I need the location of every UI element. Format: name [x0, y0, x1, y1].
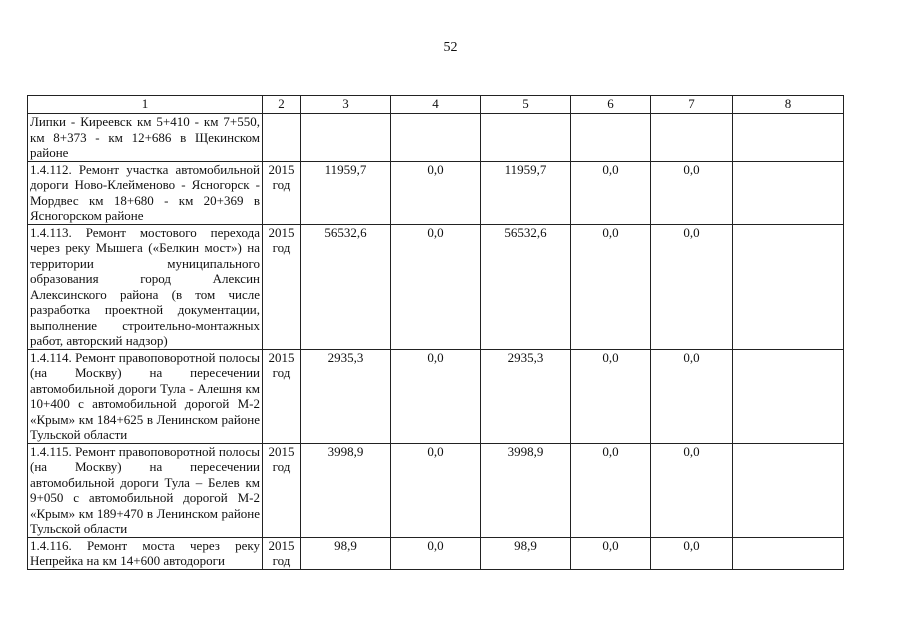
row-description: 1.4.115. Ремонт правоповоротной полосы (на Москву) на пересечении автомобильной дороги Тула – Белев км 9+050 с автомобильной дорогой М-2 «Крым» км 189+470 в Ленинском районе Тульской области	[28, 443, 263, 537]
table-row	[28, 224, 844, 349]
row-col4: 0,0	[391, 349, 481, 443]
col-header: 4	[391, 96, 481, 114]
program-table	[27, 95, 844, 570]
row-total: 11959,7	[301, 161, 391, 224]
row-col6: 0,0	[571, 161, 651, 224]
col-header: 3	[301, 96, 391, 114]
row-total: 2935,3	[301, 349, 391, 443]
row-col7: 0,0	[651, 349, 733, 443]
col-header: 8	[733, 96, 844, 114]
row-col6	[571, 114, 651, 162]
col-header: 1	[28, 96, 263, 114]
row-year: 2015 год	[263, 443, 301, 537]
row-col4: 0,0	[391, 161, 481, 224]
row-col8	[733, 537, 844, 569]
row-col8	[733, 161, 844, 224]
row-total	[301, 114, 391, 162]
row-col5: 3998,9	[481, 443, 571, 537]
col-header: 2	[263, 96, 301, 114]
row-description: 1.4.114. Ремонт правоповоротной полосы (на Москву) на пересечении автомобильной дороги Тула - Алешня км 10+400 с автомобильной дорогой М-2 «Крым» км 184+625 в Ленинском районе Тульской области	[28, 349, 263, 443]
table-row	[28, 443, 844, 537]
header-row	[28, 96, 844, 114]
row-description: 1.4.113. Ремонт мостового перехода через реку Мышега («Белкин мост») на территории муниципального образования город Алексин Алексинского района (в том числе разработка проектной документации, выполнение строительно-монтажных работ, авторский надзор)	[28, 224, 263, 349]
row-year: 2015 год	[263, 349, 301, 443]
row-year	[263, 114, 301, 162]
row-col4: 0,0	[391, 537, 481, 569]
row-description: 1.4.112. Ремонт участка автомобильной дороги Ново-Клейменово - Ясногорск - Мордвес км 18+680 - км 20+369 в Ясногорском районе	[28, 161, 263, 224]
row-col6: 0,0	[571, 224, 651, 349]
row-col8	[733, 443, 844, 537]
row-total: 98,9	[301, 537, 391, 569]
row-col7: 0,0	[651, 537, 733, 569]
row-col5: 2935,3	[481, 349, 571, 443]
row-description: Липки - Киреевск км 5+410 - км 7+550, км 8+373 - км 12+686 в Щекинском районе	[28, 114, 263, 162]
table-row	[28, 349, 844, 443]
row-year: 2015 год	[263, 224, 301, 349]
row-col7	[651, 114, 733, 162]
row-col4: 0,0	[391, 224, 481, 349]
row-col7: 0,0	[651, 161, 733, 224]
table-row	[28, 114, 844, 162]
col-header: 7	[651, 96, 733, 114]
row-total: 56532,6	[301, 224, 391, 349]
row-col6: 0,0	[571, 443, 651, 537]
row-col7: 0,0	[651, 224, 733, 349]
row-col8	[733, 114, 844, 162]
row-col8	[733, 349, 844, 443]
row-description: 1.4.116. Ремонт моста через реку Непрейка на км 14+600 автодороги	[28, 537, 263, 569]
row-col8	[733, 224, 844, 349]
page-number: 52	[443, 40, 458, 55]
row-total: 3998,9	[301, 443, 391, 537]
col-header: 5	[481, 96, 571, 114]
row-col4: 0,0	[391, 443, 481, 537]
row-year: 2015 год	[263, 161, 301, 224]
row-col5: 11959,7	[481, 161, 571, 224]
row-col6: 0,0	[571, 537, 651, 569]
row-col4	[391, 114, 481, 162]
row-col6: 0,0	[571, 349, 651, 443]
row-col7: 0,0	[651, 443, 733, 537]
table-row	[28, 537, 844, 569]
table-row	[28, 161, 844, 224]
row-col5: 56532,6	[481, 224, 571, 349]
row-col5: 98,9	[481, 537, 571, 569]
col-header: 6	[571, 96, 651, 114]
row-col5	[481, 114, 571, 162]
row-year: 2015 год	[263, 537, 301, 569]
